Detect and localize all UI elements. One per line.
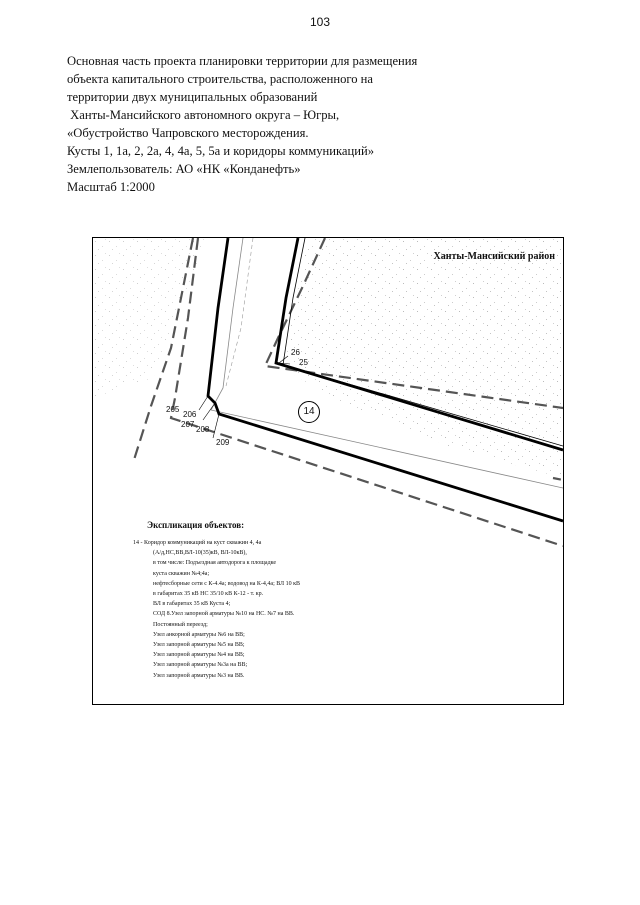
header-line: объекта капитального строительства, расположенного на: [67, 72, 373, 86]
leader-line: [213, 414, 219, 438]
terrain-texture: [283, 238, 563, 478]
legend-line: (А/д,НС,ВВ,ВЛ-10(35)кВ, ВЛ-10кВ),: [153, 550, 247, 557]
district-label: Ханты-Мансийский район: [433, 251, 555, 262]
point-label-205: 205: [166, 405, 180, 414]
leader-line: [203, 403, 215, 420]
header-line: территории двух муниципальных образований: [67, 90, 318, 104]
legend-line: куста скважин №4;4а;: [153, 570, 210, 577]
header-line: Основная часть проекта планировки территории для размещения: [67, 54, 418, 68]
legend-line: нефтесборные сети с К-4.4а; водовод на К-4,4а; ВЛ 10 кВ: [153, 580, 300, 587]
legend-line: Узел анкорной арматуры №6 на ВВ;: [153, 631, 245, 638]
point-label-207: 207: [181, 420, 195, 429]
legend-line: Узел запорной арматуры №5 на ВВ;: [153, 642, 245, 649]
leader-line: [199, 396, 208, 410]
legend-line: Узел запорной арматуры №4 на ВВ;: [153, 652, 245, 659]
legend-line: в том числе: Подъездная автодорога к площадке: [153, 560, 277, 567]
header-line: Кусты 1, 1а, 2, 2а, 4, 4а, 5, 5а и коридоры коммуникаций»: [67, 144, 375, 158]
legend: [133, 520, 453, 681]
point-label-209: 209: [216, 438, 230, 447]
page-number: 103: [309, 15, 331, 29]
legend-line: Узел запорной арматуры №3 на ВВ.: [153, 672, 245, 679]
header-line: Землепользователь: АО «НК «Конданефть»: [67, 162, 301, 176]
point-label-26: 26: [291, 348, 300, 357]
legend-line: 14 - Коридор коммуникаций на куст скважин 4, 4а: [133, 540, 262, 546]
legend-line: СОД 8.Узел запорной арматуры №10 на НС. №7 на ВВ.: [153, 611, 295, 618]
legend-line: Постоянный переезд;: [153, 621, 208, 628]
legend-title: Экспликация объектов:: [147, 520, 245, 530]
scale-label: Масштаб 1:2000: [67, 180, 155, 194]
header-line: «Обустройство Чапровского месторождения.: [67, 126, 309, 140]
legend-line: ВЛ в габаритах 35 кВ Куста 4;: [153, 601, 231, 608]
terrain-texture: [93, 238, 208, 398]
dashed-boundary-far: [553, 478, 563, 480]
planning-map: [92, 237, 564, 705]
document-header: [67, 52, 587, 196]
point-label-208: 208: [196, 425, 210, 434]
point-label-25: 25: [299, 358, 308, 367]
legend-line: Узел запорной арматуры №3а на ВВ;: [153, 662, 248, 669]
header-line: Ханты-Мансийского автономного округа – Югры,: [67, 108, 340, 122]
object-number-marker: 14: [298, 401, 320, 423]
legend-line: в габаритах 35 кВ НС 35/10 кВ К-12 - т. кр.: [153, 591, 264, 598]
point-label-206: 206: [183, 410, 197, 419]
